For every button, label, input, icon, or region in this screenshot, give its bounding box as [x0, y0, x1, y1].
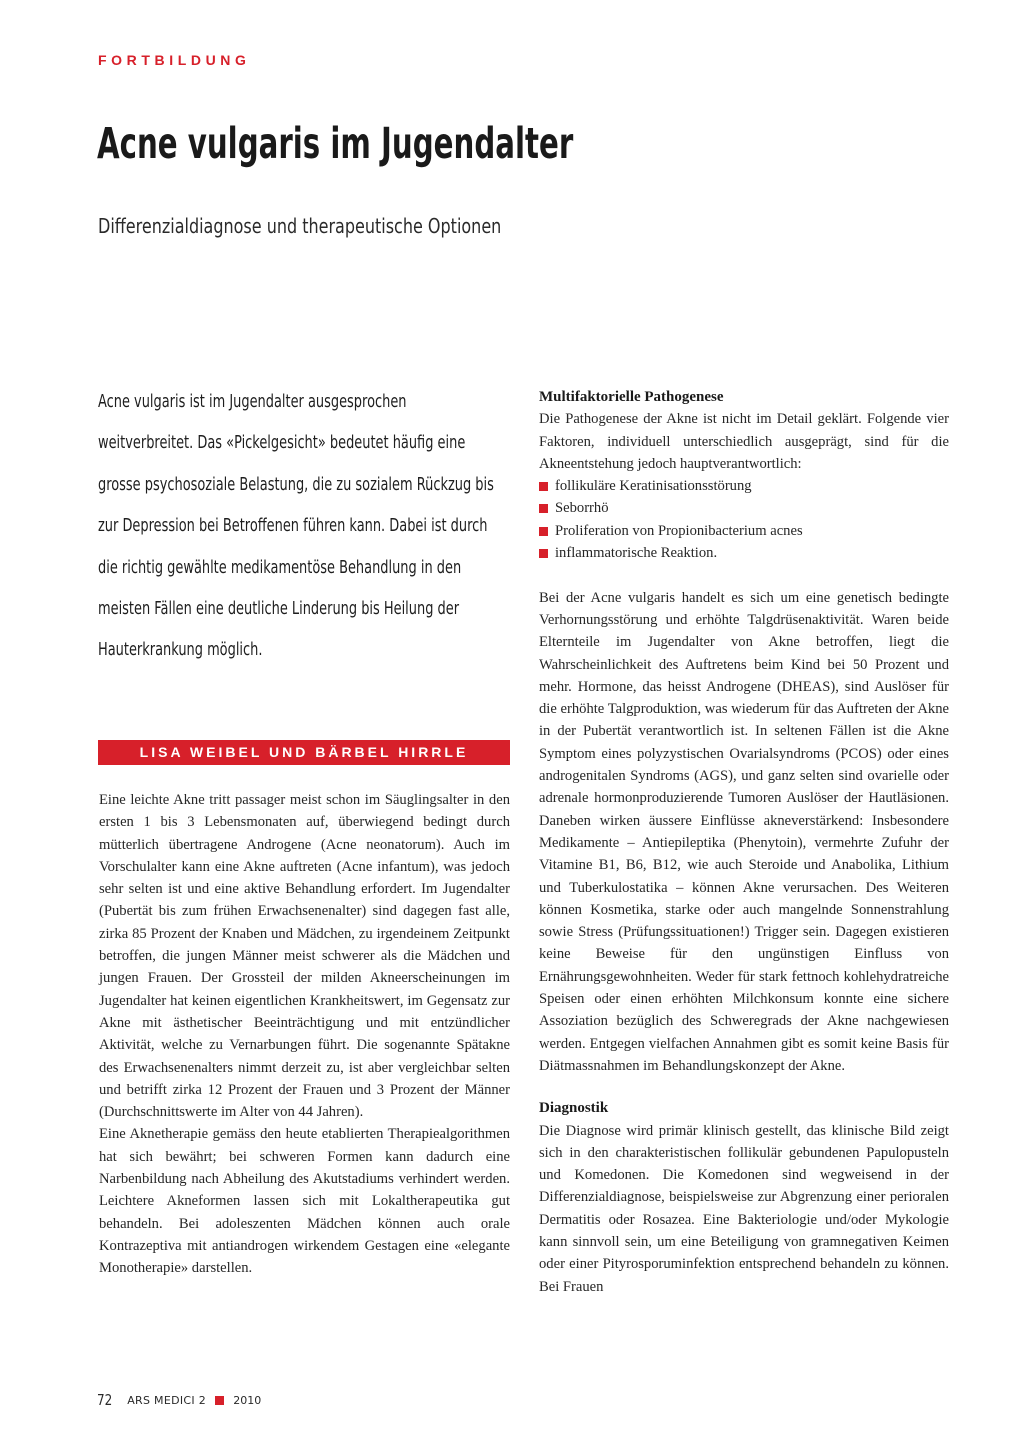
pathogenesis-paragraph: Bei der Acne vulgaris handelt es sich um eine genetisch bedingte Verhornungsstörung und erhöhte Talgdrüsenaktivität. Waren beide Elternteile im Jugendalter von Akne betroffen, liegt die Wahrscheinlichkeit des Auftretens beim Kind bei 50 Prozent und mehr. Hormone, das heisst Androgene (DHEAS), sind Auslöser für die erhöhte Talgproduktion, was wiederum für das Auftreten der Akne in der Pubertät verantwortlich ist. In seltenen Fällen ist die Akne Symptom eines polyzystischen Ovarialsyndroms (PCOS) oder eines androgenitalen Syndroms (AGS), und ganz selten sind ovarielle oder adrenale hormonproduzierende Tumoren Auslöser der Hautläsionen. Daneben wirken äussere Einflüsse akneverstärkend: Insbesondere Medikamente – Antiepileptika (Phenytoin), vermehrte Zufuhr der Vitamine B1, B6, B12, wie auch Steroide und Anabolika, Lithium und Tuberkulostatika – können Akne verursachen. Des Weiteren können Kosmetika, starke oder auch mangelnde Sonnenstrahlung sowie Stress (Prüfungssituationen!) Trigger sein. Dagegen existieren keine Beweise für den ungünstigen Einfluss von Ernährungsgewohnheiten. Weder für stark fettnoch kohlehydratreiche Speisen oder einen erhöhten Milchkonsum konnte eine sichere Assoziation bezüglich des Schweregrads der Akne nachgewiesen werden. Entgegen vielfachen Annahmen gibt es somit keine Basis für Diätmassnahmen im Behandlungskonzept der Akne.: [539, 589, 949, 1074]
page-number: 72: [97, 1391, 113, 1409]
list-item-text: Seborrhö: [555, 500, 609, 517]
list-item: [539, 497, 949, 519]
diagnostics-paragraph: Die Diagnose wird primär klinisch gestellt, das klinische Bild zeigt sich in den charakteristischen follikulär gebundenen Papulopusteln und Komedonen. Die Komedonen sind wegweisend in der Differenzialdiagnose, beispielsweise zur Abgrenzung einer perioralen Dermatitis oder Rosazea. Eine Bakteriologie und/oder Mykologie kann sinnvoll sein, um eine Beteiligung von gramnegativen Keimen oder einer Pityrosporuminfektion entsprechend behandeln zu können. Bei Frauen: [539, 1122, 949, 1295]
article-title: Acne vulgaris im Jugendalter: [97, 119, 574, 169]
red-square-bullet-icon: [539, 549, 548, 558]
red-square-bullet-icon: [539, 482, 548, 491]
lead-paragraph: [98, 382, 505, 672]
right-column: [539, 386, 949, 1298]
section-label: FORTBILDUNG: [98, 52, 251, 68]
list-item-text: Proliferation von Propionibacterium acnes: [555, 522, 803, 539]
spacer: [539, 1077, 949, 1097]
body-paragraph: Eine Aknetherapie gemäss den heute etablierten Therapiealgorithmen hat sich bewährt; bei schweren Formen kann dadurch eine Narbenbildung nach Abheilung des Akutstadiums verhindert werden. Leichtere Akneformen lassen sich mit Lokaltherapeutika gut behandeln. Bei adoleszenten Mädchen können auch orale Kontrazeptiva mit antiandrogen wirkendem Gestagen eine «elegante Monotherapie» darstellen.: [99, 1126, 510, 1277]
list-item-text: follikuläre Keratinisationsstörung: [555, 478, 752, 495]
left-column: [99, 789, 510, 1280]
list-item: [539, 475, 949, 497]
article-subtitle: Differenzialdiagnose und therapeutische Optionen: [98, 214, 502, 238]
section-heading-pathogenesis: Multifaktorielle Pathogenese: [539, 389, 724, 405]
list-item-text: inflammatorische Reaktion.: [555, 545, 718, 562]
red-square-separator-icon: [215, 1396, 224, 1405]
section-heading-diagnostics: Diagnostik: [539, 1100, 609, 1117]
body-paragraph: Eine leichte Akne tritt passager meist schon im Säuglingsalter in den ersten 1 bis 3 Lebensmonaten auf, überwiegend bedingt durch mütterlich übertragene Androgene (Acne neonatorum). Auch im Vorschulalter kann eine Akne auftreten (Acne infantum), was jedoch sehr selten ist und eine aktive Behandlung erfordert. Im Jugendalter (Pubertät bis zum frühen Erwachsenenalter) sind dagegen fast alle, zirka 85 Prozent der Knaben und Mädchen, zu irgendeinem Zeitpunkt betroffen, die jungen Männer meist schwerer als die Mädchen und jungen Frauen. Der Grossteil der milden Akneerscheinungen im Jugendalter hat keinen eigentlichen Krankheitswert, im Gegensatz zur Akne mit ästhetischer Beeinträchtigung und mit entzündlicher Aktivität, welche zu Vernarbungen führt. Die sogenannte Spätakne des Erwachsenenalters nimmt derzeit zu, ist aber vergleichbar selten und betrifft zirka 12 Prozent der Frauen und 3 Prozent der Männer (Durchschnittswerte im Alter von 44 Jahren).: [99, 792, 510, 1121]
list-item: [539, 542, 949, 564]
journal-name: ARS MEDICI 2: [127, 1394, 207, 1407]
factor-list: [539, 475, 949, 564]
spacer: [539, 564, 949, 586]
list-item: [539, 520, 949, 542]
publication-year: 2010: [233, 1394, 262, 1407]
page-footer: [97, 1390, 261, 1410]
red-square-bullet-icon: [539, 504, 548, 513]
lead-text: Acne vulgaris ist im Jugendalter ausgesprochen weitverbreitet. Das «Pickelgesicht» bedeutet häufig eine grosse psychosoziale Belastung, die zu sozialem Rückzug bis zur Depression bei Betroffenen führen kann. Dabei ist durch die richtig gewählte medikamentöse Behandlung in den meisten Fällen eine deutliche Linderung bis Heilung der Hauterkrankung möglich.: [98, 392, 494, 661]
author-bar: LISA WEIBEL UND BÄRBEL HIRRLE: [98, 740, 510, 765]
red-square-bullet-icon: [539, 527, 548, 536]
pathogenesis-intro: Die Pathogenese der Akne ist nicht im Detail geklärt. Folgende vier Faktoren, individuell unterschiedlich ausgeprägt, sind für die Akneentstehung jedoch hauptverantwortlich:: [539, 411, 949, 472]
